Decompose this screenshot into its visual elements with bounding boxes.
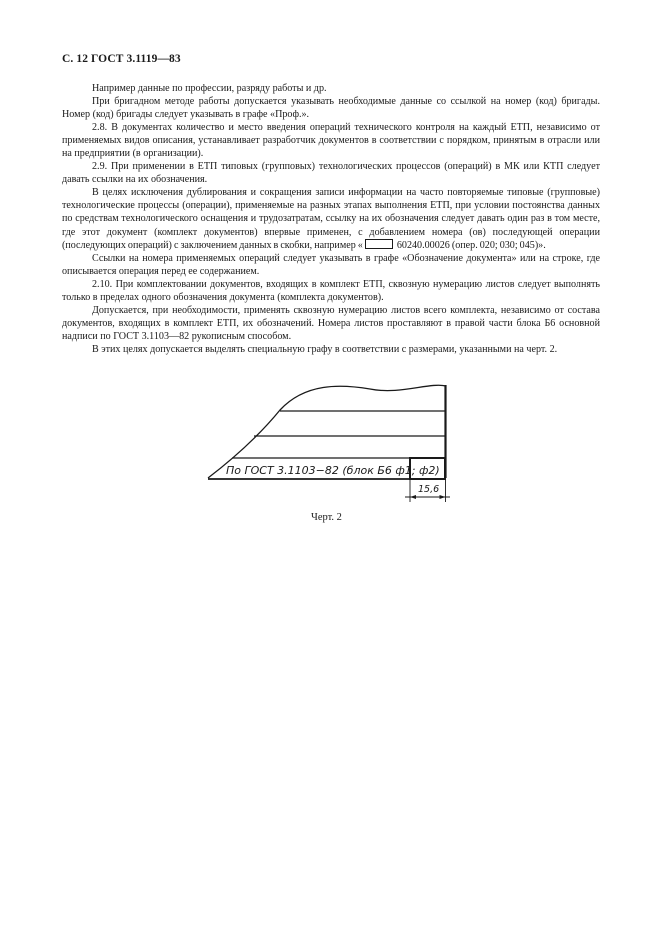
paragraph: При бригадном методе работы допускается указывать необходимые данные со ссылкой на номер (код) бригады. Номер (код) бригады следует указывать в графе «Проф.».: [62, 96, 600, 121]
paragraph: Допускается, при необходимости, применять сквозную нумерацию листов всего комплекта, независимо от состава документов, входящих в комплект ЕТП, их обозначений. Номера листов проставляют в правой части блока Б6 основной надписи по ГОСТ 3.1103—82 рукописным способом.: [62, 304, 600, 342]
paragraph: 2.8. В документах количество и место введения операций технического контроля на каждый ЕТП, независимо от применяемых видов описания, устанавливает разработчик документов в соответствии с порядком, принятым в отрасли или на предприятии (в организации).: [62, 122, 600, 160]
paragraph: 2.10. При комплектовании документов, входящих в комплект ЕТП, сквозную нумерацию листов следует выполнять только в пределах одного обозначения документа (комплекта документов).: [62, 278, 600, 303]
stamp-text: По ГОСТ 3.1103−82 (блок Б6 ф1; ф2): [226, 464, 440, 477]
paragraph-text: В целях исключения дублирования и сокращения записи информации на часто повторяемые типовые (групповые) технологические процессы (операции), применяемые на разных этапах выполнения ЕТП, при условии постоянства данных по средствам технологического оснащения и трудозатратам, ссылку на их обозначения следует давать один раз в том месте, где этот документ (комплект документов) впервые применен, с добавлением номера (ов) последующей операции (последующих операций) с заключением данных в скобки, например «: [62, 187, 600, 251]
figure-caption: Черт. 2: [311, 512, 342, 523]
dimension-value: 15,6: [418, 484, 440, 495]
paragraph: 2.9. При применении в ЕТП типовых (групповых) технологических процессов (операций) в МК или КТП следует давать ссылки на их обозначения.: [62, 161, 600, 186]
paragraph: В этих целях допускается выделять специальную графу в соответствии с размерами, указанными на черт. 2.: [92, 343, 558, 355]
paragraph: [62, 186, 600, 251]
paragraph-text: 60240.00026 (опер. 020; 030; 045)».: [396, 239, 546, 251]
document-code-box: [365, 239, 393, 249]
sheet-number-cell: [410, 458, 445, 479]
dimension-arrow: [410, 495, 416, 499]
body-text: [62, 82, 600, 356]
dimension-arrow: [440, 495, 446, 499]
paragraph: Например данные по профессии, разряду работы и др.: [92, 83, 327, 94]
paragraph: Ссылки на номера применяемых операций следует указывать в графе «Обозначение документа» или на строке, где описывается операция перед ее содержанием.: [62, 252, 600, 277]
page-header: С. 12 ГОСТ 3.1119—83: [62, 53, 181, 65]
break-line: [208, 385, 446, 478]
